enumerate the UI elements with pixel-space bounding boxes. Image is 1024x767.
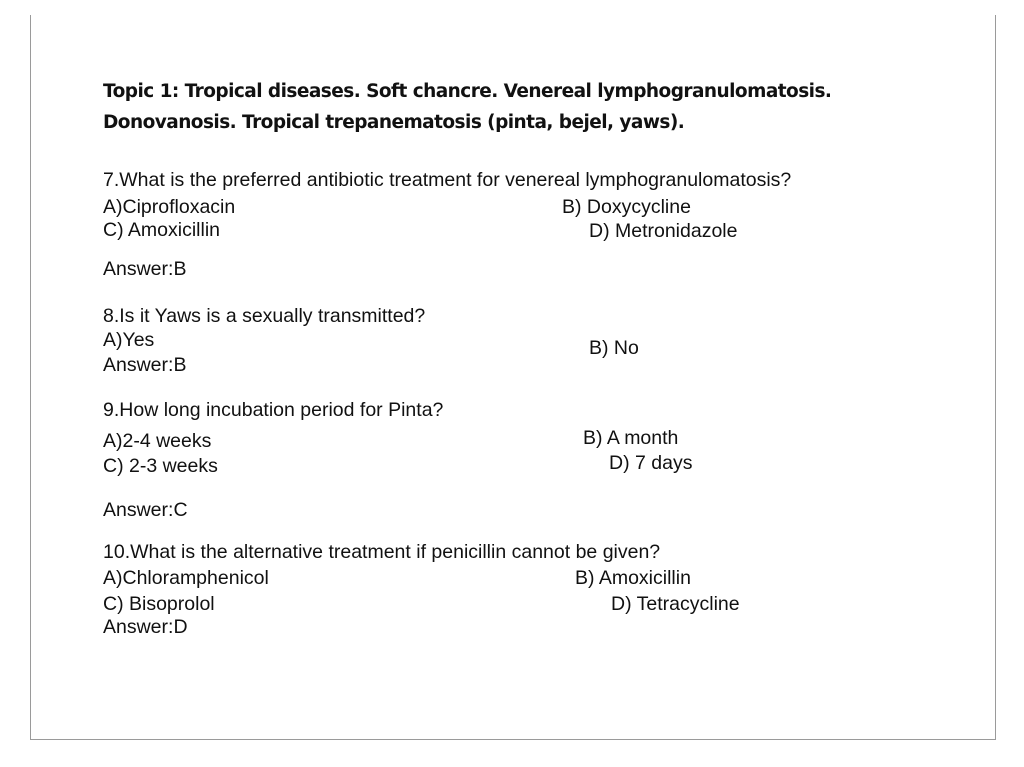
answer: Answer:B [103,354,187,376]
question-text: 10.What is the alternative treatment if penicillin cannot be given? [103,541,661,563]
option-c: C) 2-3 weeks [103,455,218,477]
title-line-1: Topic 1: Tropical diseases. Soft chancre. Venereal lymphogranulomatosis. [103,81,832,102]
option-b: B) A month [583,427,679,449]
option-c: C) Bisoprolol [103,593,215,615]
option-a: A)2-4 weeks [103,430,212,452]
option-a: A)Yes [103,329,155,351]
option-b: B) Doxycycline [562,196,691,218]
question-text: 7.What is the preferred antibiotic treatment for venereal lymphogranulomatosis? [103,169,792,191]
title-line-2: Donovanosis. Tropical trepanematosis (pinta, bejel, yaws). [103,112,685,133]
option-b: B) No [589,337,639,359]
option-d: D) 7 days [609,452,693,474]
option-c: C) Amoxicillin [103,219,221,241]
answer: Answer:B [103,258,187,280]
page-title [103,76,963,138]
option-a: A)Ciprofloxacin [103,196,236,218]
option-d: D) Metronidazole [589,220,738,242]
question-text: 9.How long incubation period for Pinta? [103,399,444,421]
option-d: D) Tetracycline [611,593,740,615]
answer: Answer:D [103,616,188,638]
answer: Answer:C [103,499,188,521]
option-b: B) Amoxicillin [575,567,691,589]
option-a: A)Chloramphenicol [103,567,269,589]
question-text: 8.Is it Yaws is a sexually transmitted? [103,305,426,327]
